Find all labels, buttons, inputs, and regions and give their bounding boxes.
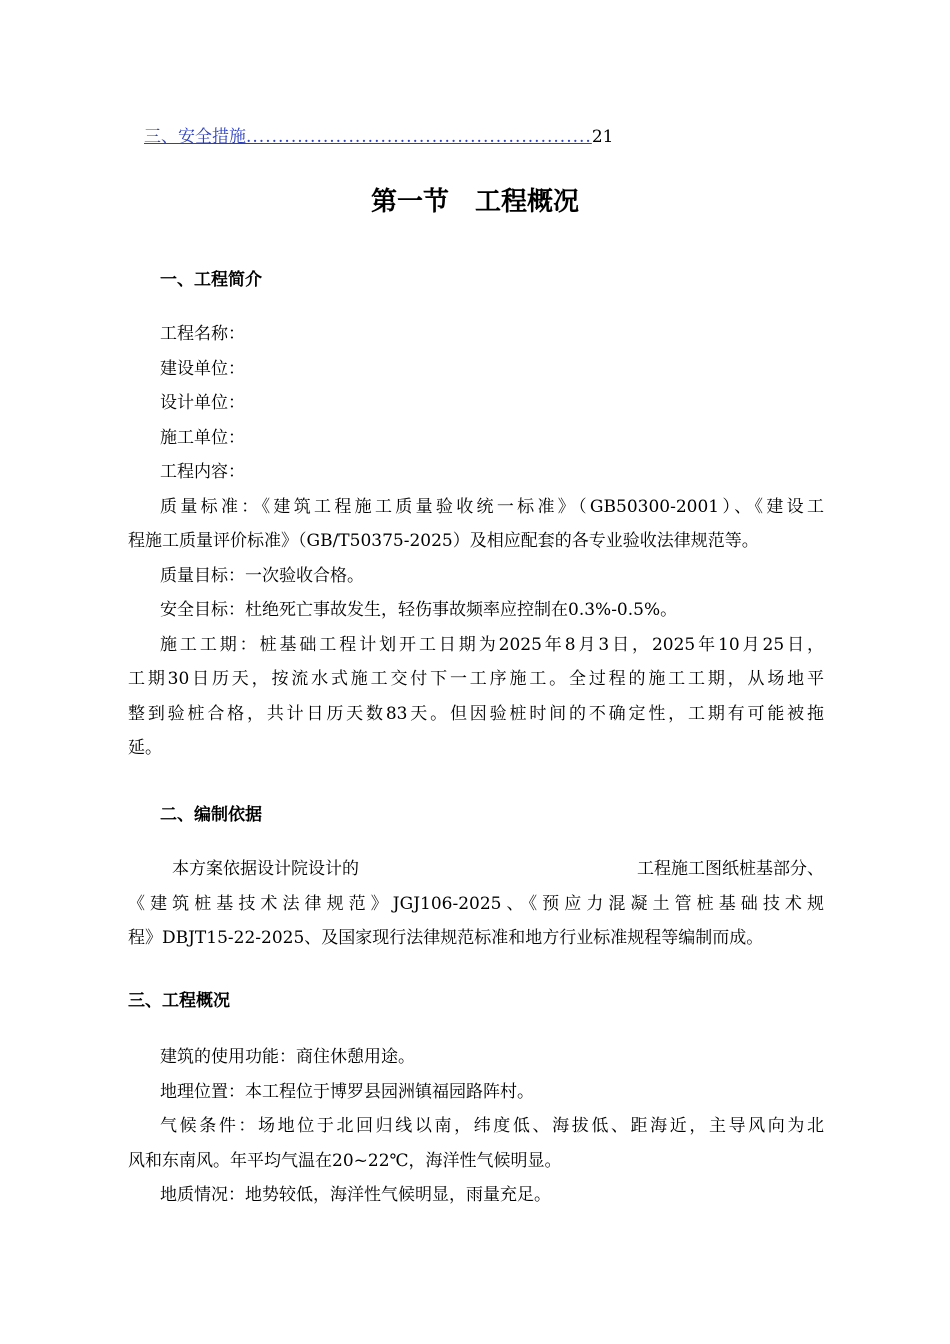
project-intro-body xyxy=(128,317,824,766)
location-line: 地理位置：本工程位于博罗县园洲镇福园路阵村。 xyxy=(160,1081,534,1102)
basis-line-3: 程》DBJT15-22-2025、及国家现行法律规范标准和地方行业标准规程等编制而成。 xyxy=(128,928,764,948)
project-content-line: 工程内容： xyxy=(160,462,245,482)
toc-page-number: 21 xyxy=(591,127,614,147)
basis-line-1 xyxy=(128,852,824,887)
climate-line-1: 气候条件：场地位于北回归线以南，纬度低、海拔低、距海近，主导风向为北 xyxy=(160,1116,824,1136)
section-heading-overview: 三、工程概况 xyxy=(128,991,230,1011)
schedule-line-1: 施工工期：桩基础工程计划开工日期为2025年8月3日，2025年10月25日， xyxy=(160,634,824,655)
quality-goal-line: 质量目标：一次验收合格。 xyxy=(160,565,364,586)
basis-line-1-left: 本方案依据设计院设计的 xyxy=(172,859,359,879)
chapter-title: 第一节 工程概况 xyxy=(370,187,579,217)
designer-line: 设计单位： xyxy=(160,393,245,413)
climate-line-2: 风和东南风。年平均气温在20~22℃，海洋性气候明显。 xyxy=(128,1150,562,1171)
basis-line-2: 《建筑桩基技术法律规范》JGJ106-2025、《预应力混凝土管桩基础技术规 xyxy=(128,893,824,914)
section-heading-project-intro: 一、工程简介 xyxy=(160,270,262,290)
schedule-line-4: 延。 xyxy=(128,738,162,758)
basis-body xyxy=(128,852,824,956)
toc-entry-link[interactable] xyxy=(144,127,592,147)
contractor-line: 施工单位： xyxy=(160,427,245,448)
schedule-line-3: 整到验桩合格，共计日历天数83天。但因验桩时间的不确定性，工期有可能被拖 xyxy=(128,703,824,724)
safety-goal-line: 安全目标：杜绝死亡事故发生，轻伤事故频率应控制在0.3%-0.5%。 xyxy=(160,600,678,620)
project-name-line: 工程名称： xyxy=(160,324,245,344)
usage-line: 建筑的使用功能：商住休憩用途。 xyxy=(160,1047,415,1067)
overview-body xyxy=(128,1040,824,1213)
quality-standard-line-2: 程施工质量评价标准》（GB/T50375-2025）及相应配套的各专业验收法律规范等。 xyxy=(128,531,759,551)
geology-line: 地质情况：地势较低，海洋性气候明显，雨量充足。 xyxy=(160,1185,551,1205)
toc-entry-label: 三、安全措施 xyxy=(144,127,246,147)
section-heading-basis: 二、编制依据 xyxy=(160,805,262,825)
schedule-line-2: 工期30日历天，按流水式施工交付下一工序施工。全过程的施工工期，从场地平 xyxy=(128,669,824,689)
client-line: 建设单位： xyxy=(160,358,245,379)
basis-line-1-right: 工程施工图纸桩基部分、 xyxy=(637,859,824,879)
quality-standard-line-1: 质量标准：《建筑工程施工质量验收统一标准》（GB50300-2001）、《建设工 xyxy=(160,496,824,517)
toc-leader-dots: ...................................................... xyxy=(246,127,592,147)
toc-entry[interactable] xyxy=(144,125,794,149)
